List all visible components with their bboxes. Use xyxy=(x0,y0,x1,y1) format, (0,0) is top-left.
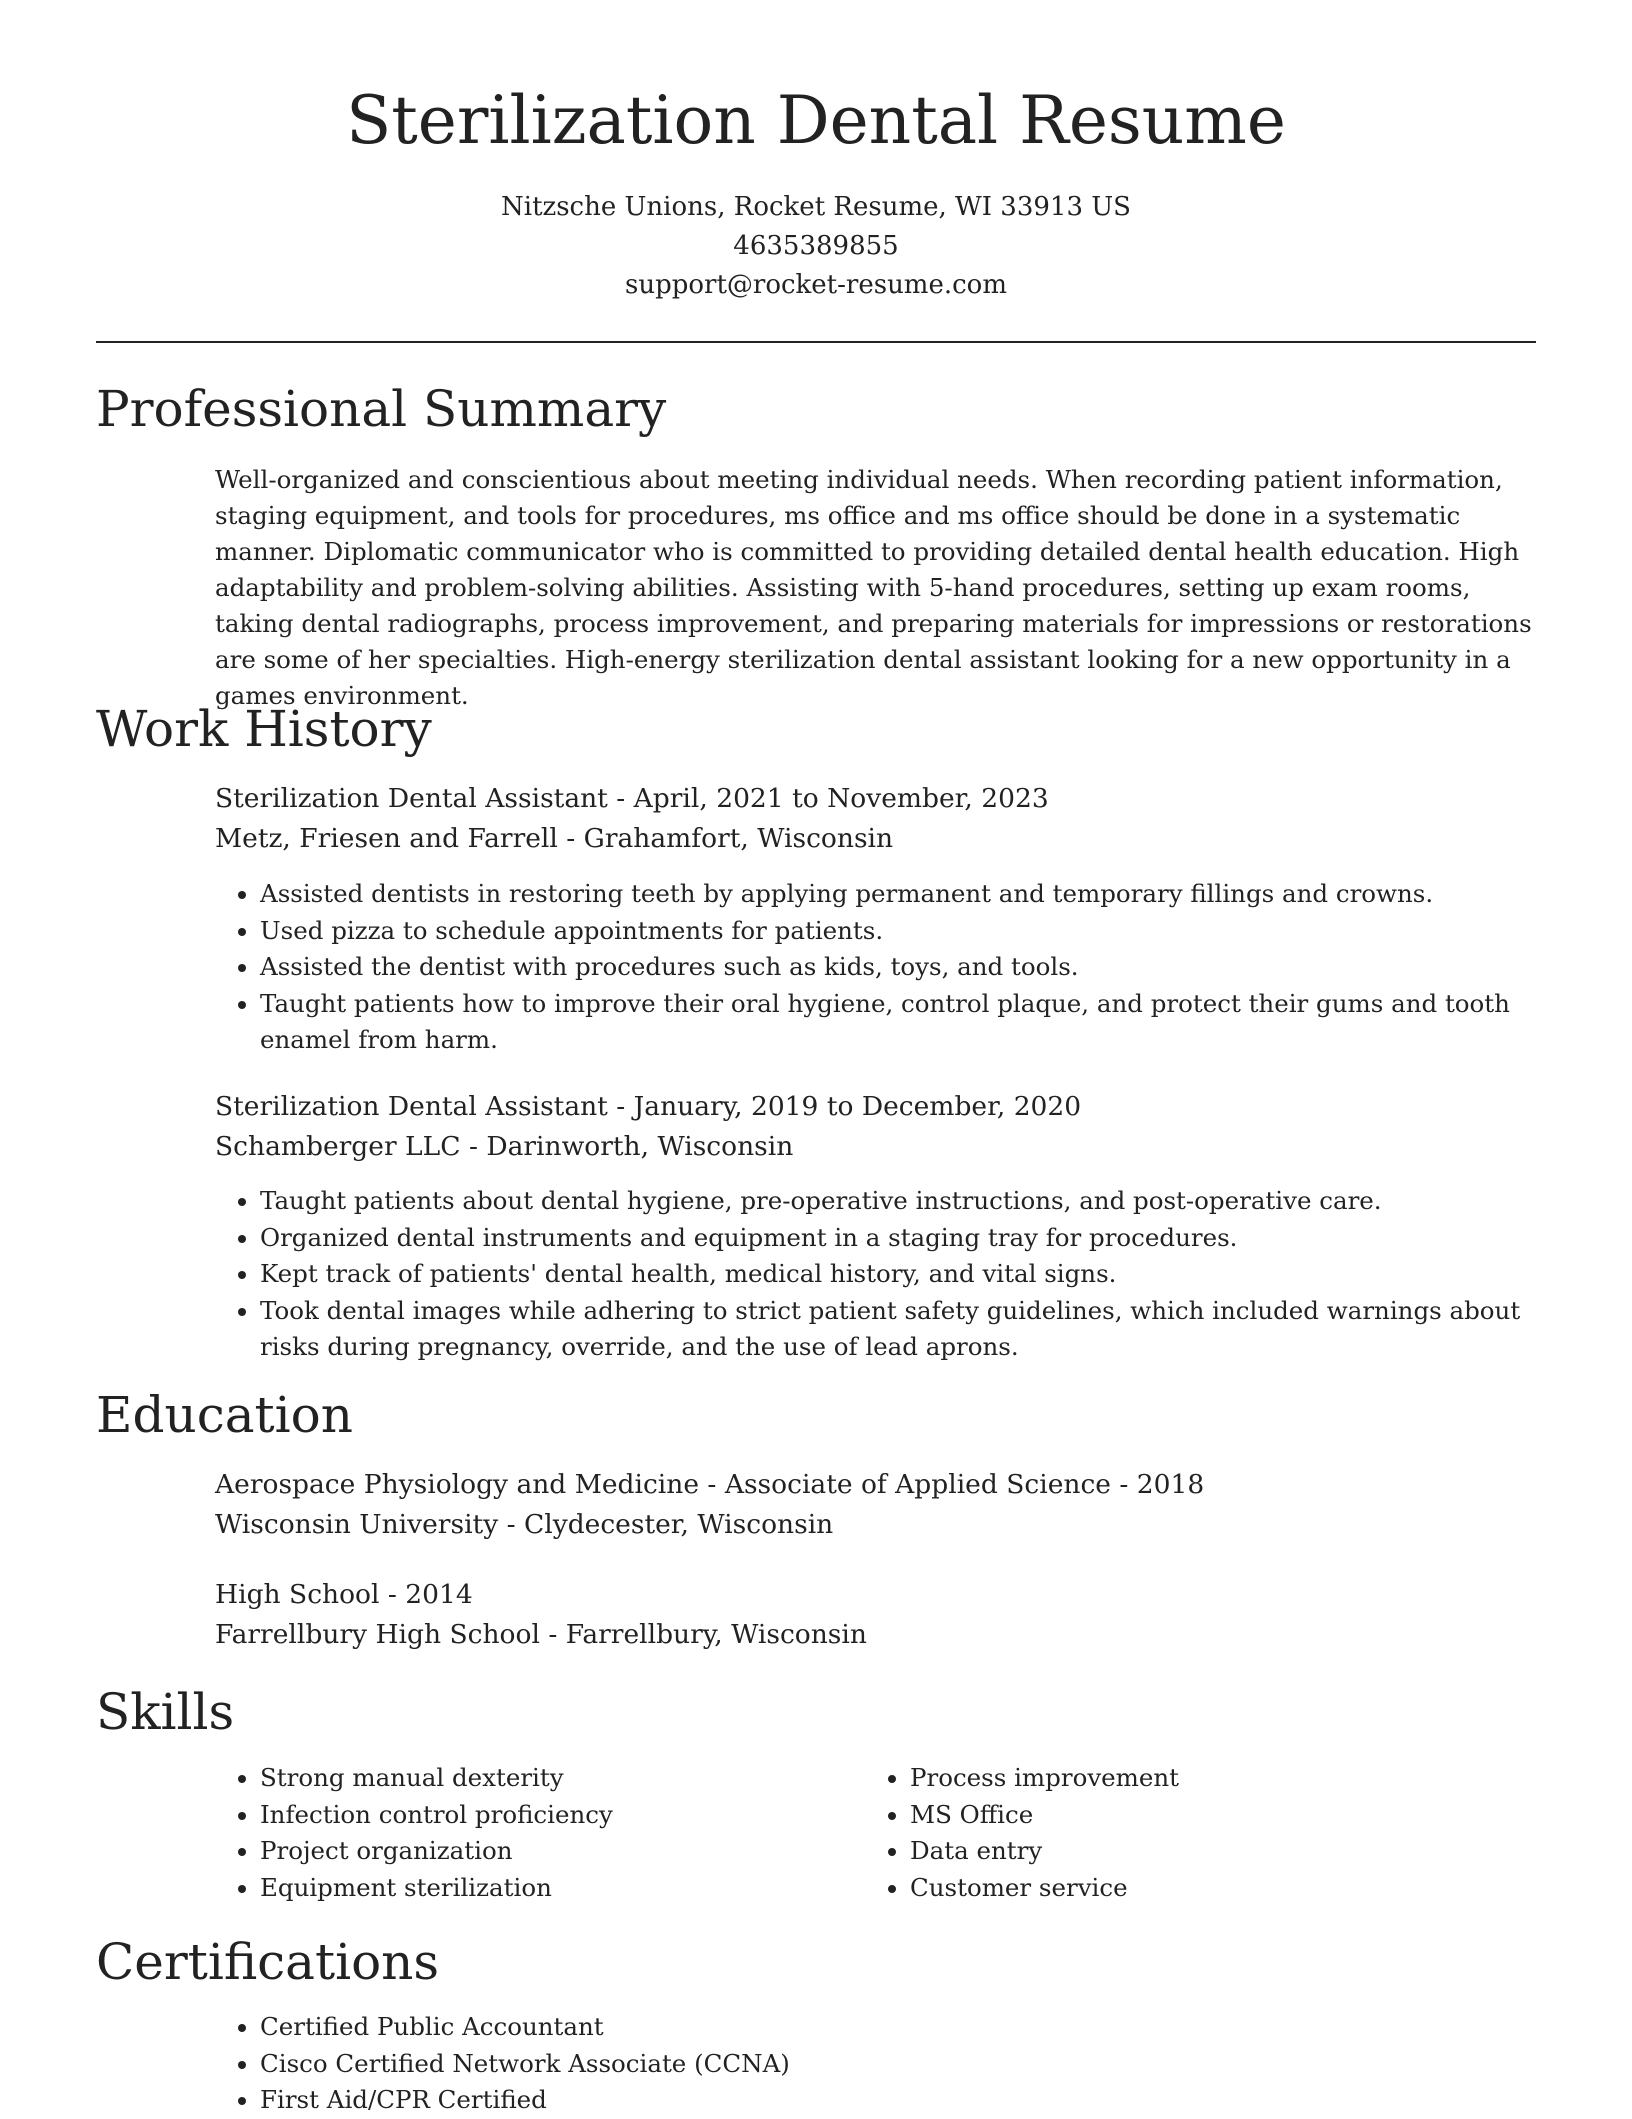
edu-1-degree-line xyxy=(215,1469,1204,1500)
edu-location: - Clydecester, Wisconsin xyxy=(498,1509,834,1540)
contact-email: support@rocket-resume.com xyxy=(624,270,1007,300)
list-item: • Assisted dentists in restoring teeth by applying permanent and temporary fillings and crowns. xyxy=(260,876,1545,913)
certifications-heading: Certifications xyxy=(96,1933,440,1991)
skills-list-right xyxy=(865,1760,1510,1906)
job-1-duties xyxy=(215,876,1545,1059)
contact-phone: 4635389855 xyxy=(733,231,899,261)
edu-year: - 2014 xyxy=(379,1579,473,1610)
edu-degree: High School xyxy=(215,1579,380,1610)
contact-address: Nitzsche Unions, Rocket Resume, WI 33913 US xyxy=(501,192,1131,222)
job-2-duties xyxy=(215,1183,1545,1366)
job-1-title-line xyxy=(215,783,1049,814)
header-divider xyxy=(96,341,1536,343)
job-company: Schamberger LLC xyxy=(215,1131,461,1162)
edu-school: Farrellbury High School xyxy=(215,1619,540,1650)
list-item: • Cisco Certified Network Associate (CCNA) xyxy=(260,2046,1160,2083)
list-item: • Process improvement xyxy=(910,1760,1510,1797)
work-history-heading: Work History xyxy=(96,700,432,758)
job-title: Sterilization Dental Assistant xyxy=(215,1091,608,1122)
job-company: Metz, Friesen and Farrell xyxy=(215,823,558,854)
list-item: • Took dental images while adhering to strict patient safety guidelines, which included warnings about risks during pregnancy, override, and the use of lead aprons. xyxy=(260,1293,1545,1366)
edu-year: - 2018 xyxy=(1111,1469,1205,1500)
edu-school: Wisconsin University xyxy=(215,1509,499,1540)
job-dates: - January, 2019 to December, 2020 xyxy=(607,1091,1082,1122)
job-2-company-line xyxy=(215,1131,793,1162)
certifications-list xyxy=(215,2009,1160,2119)
list-item: • First Aid/CPR Certified xyxy=(260,2082,1160,2119)
job-location: - Darinworth, Wisconsin xyxy=(460,1131,794,1162)
edu-1-school-line xyxy=(215,1509,833,1540)
list-item: • Taught patients about dental hygiene, pre-operative instructions, and post-operative care. xyxy=(260,1183,1545,1220)
list-item: • Data entry xyxy=(910,1833,1510,1870)
list-item: • Taught patients how to improve their oral hygiene, control plaque, and protect their gums and tooth enamel from harm. xyxy=(260,986,1545,1059)
edu-location: - Farrellbury, Wisconsin xyxy=(539,1619,867,1650)
list-item: • Organized dental instruments and equipment in a staging tray for procedures. xyxy=(260,1220,1545,1257)
skills-list-left xyxy=(215,1760,860,1906)
list-item: • MS Office xyxy=(910,1797,1510,1834)
list-item: • Customer service xyxy=(910,1870,1510,1907)
job-dates: - April, 2021 to November, 2023 xyxy=(607,783,1049,814)
list-item: • Strong manual dexterity xyxy=(260,1760,860,1797)
education-heading: Education xyxy=(96,1386,353,1444)
list-item: • Kept track of patients' dental health, medical history, and vital signs. xyxy=(260,1256,1545,1293)
edu-degree: Aerospace Physiology and Medicine - Associate of Applied Science xyxy=(215,1469,1111,1500)
job-1-company-line xyxy=(215,823,893,854)
resume-title: Sterilization Dental Resume xyxy=(346,82,1286,159)
list-item: • Project organization xyxy=(260,1833,860,1870)
job-title: Sterilization Dental Assistant xyxy=(215,783,608,814)
skills-heading: Skills xyxy=(96,1683,235,1741)
job-location: - Grahamfort, Wisconsin xyxy=(557,823,894,854)
edu-2-school-line xyxy=(215,1619,867,1650)
list-item: • Equipment sterilization xyxy=(260,1870,860,1907)
list-item: • Used pizza to schedule appointments for patients. xyxy=(260,913,1545,950)
job-2-title-line xyxy=(215,1091,1081,1122)
list-item: • Assisted the dentist with procedures such as kids, toys, and tools. xyxy=(260,949,1545,986)
summary-heading: Professional Summary xyxy=(96,380,667,438)
edu-2-degree-line xyxy=(215,1579,473,1610)
list-item: • Certified Public Accountant xyxy=(260,2009,1160,2046)
list-item: • Infection control proficiency xyxy=(260,1797,860,1834)
summary-text: Well-organized and conscientious about meeting individual needs. When recording patient information, staging equipment, and tools for procedures, ms office and ms office should be done in a systematic manner. Diplomatic communicator who is committed to providing detailed dental health education. High adaptability and problem-solving abilities. Assisting with 5-hand procedures, setting up exam rooms, taking dental radiographs, process improvement, and preparing materials for impressions or restorations are some of her specialties. High-energy sterilization dental assistant looking for a new opportunity in a games environment. xyxy=(215,465,1532,710)
